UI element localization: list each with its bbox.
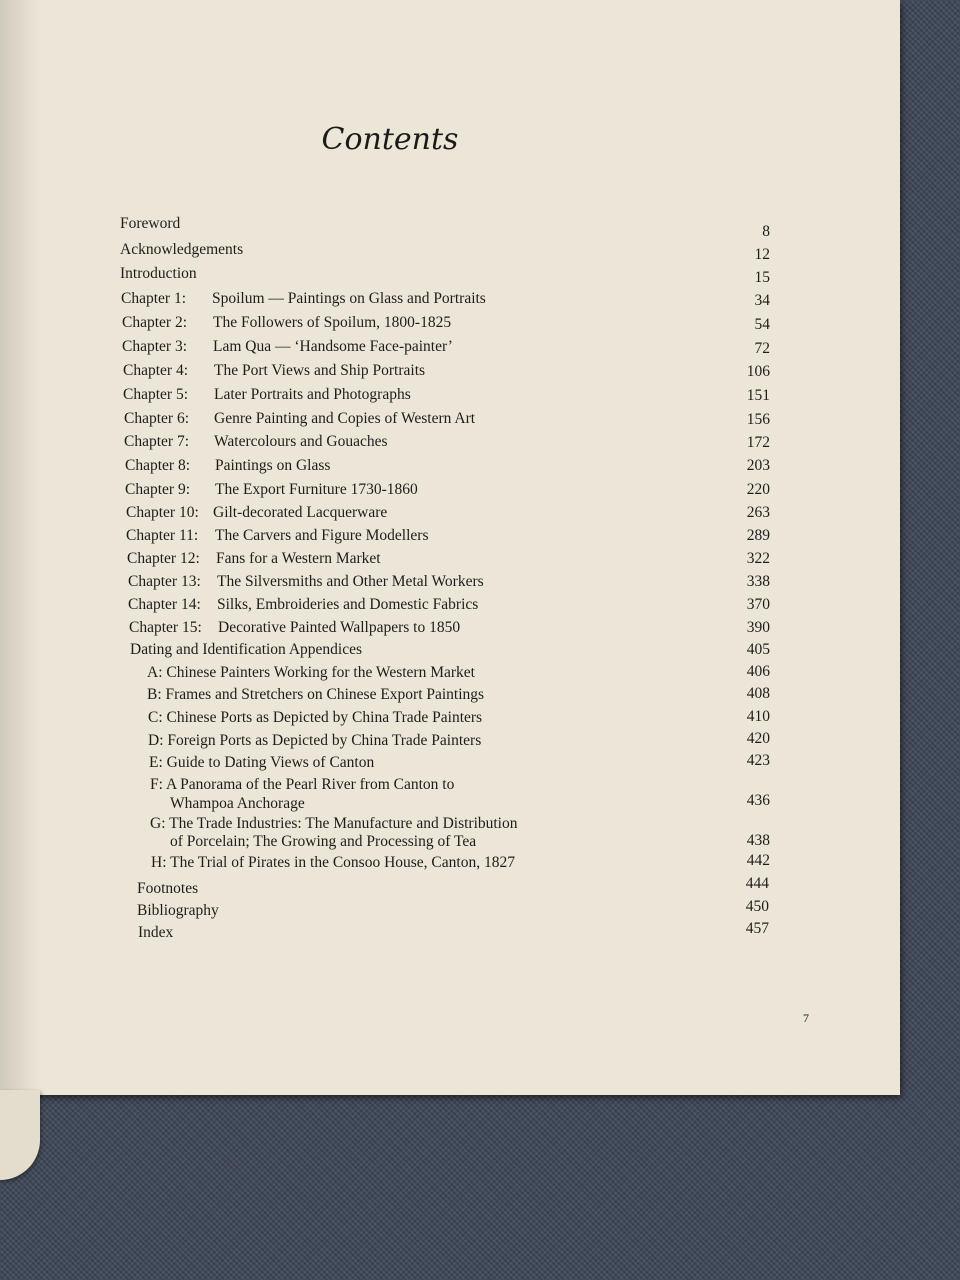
toc-entry-page: 106 xyxy=(746,363,770,380)
toc-entry-text: F: A Panorama of the Pearl River from Canton to xyxy=(150,776,455,793)
toc-entry-chapter-6 xyxy=(124,409,770,429)
toc-entry-text: Watercolours and Gouaches xyxy=(214,433,388,450)
page-title: Contents xyxy=(321,122,459,157)
toc-entry-text: The Carvers and Figure Modellers xyxy=(215,527,429,544)
toc-entry-chapter-12 xyxy=(127,549,770,569)
toc-entry-text: The Followers of Spoilum, 1800-1825 xyxy=(213,314,452,331)
toc-entry-text: Bibliography xyxy=(137,902,219,919)
toc-entry-page: 410 xyxy=(746,708,770,725)
toc-entry-appendix-c xyxy=(148,708,770,728)
toc-entry-text: Later Portraits and Photographs xyxy=(214,386,411,403)
toc-entry-chapter-5 xyxy=(123,385,770,405)
toc-entry-text: D: Foreign Ports as Depicted by China Trade Painters xyxy=(148,732,482,749)
toc-entry-text: Decorative Painted Wallpapers to 1850 xyxy=(218,619,461,636)
toc-entry-text: Genre Painting and Copies of Western Art xyxy=(214,410,476,427)
toc-entry-bibliography xyxy=(137,898,769,921)
toc-entry-label: Chapter 15: xyxy=(129,619,202,636)
toc-entry-page: 156 xyxy=(746,411,770,428)
toc-entry-appendix-b xyxy=(147,685,770,705)
toc-entry-chapter-3 xyxy=(122,337,770,357)
toc-entry-page: 15 xyxy=(754,269,770,286)
toc-entry-chapter-8 xyxy=(125,456,770,476)
toc-entry-page: 289 xyxy=(746,527,770,544)
toc-entry-label: Chapter 9: xyxy=(125,481,190,498)
toc-entry-label: Chapter 4: xyxy=(123,362,188,379)
toc-entry-text: B: Frames and Stretchers on Chinese Export Paintings xyxy=(147,686,485,703)
page-number: 7 xyxy=(803,1011,809,1025)
toc-entry-page: 72 xyxy=(754,340,770,357)
toc-entry-text-continued: Whampoa Anchorage xyxy=(170,795,305,812)
toc-entry-page: 8 xyxy=(762,223,770,240)
toc-entry-page: 423 xyxy=(746,752,770,769)
toc-entry-text: H: The Trial of Pirates in the Consoo House, Canton, 1827 xyxy=(151,854,515,871)
toc-entry-page: 457 xyxy=(745,920,769,937)
toc-entry-text: A: Chinese Painters Working for the Western Market xyxy=(147,664,475,681)
toc-entry-text: Acknowledgements xyxy=(120,241,244,258)
toc-entry-text: Introduction xyxy=(120,265,197,282)
toc-entry-text: The Port Views and Ship Portraits xyxy=(214,362,426,379)
toc-entry-chapter-14 xyxy=(128,595,770,615)
toc-entry-chapter-4 xyxy=(123,361,770,381)
toc-entry-appendix-d xyxy=(148,730,770,751)
toc-entry-appendices xyxy=(130,640,770,660)
toc-entry-page: 151 xyxy=(746,387,770,404)
page-edge xyxy=(0,1090,40,1180)
toc-entry-appendix-f xyxy=(150,775,770,817)
toc-entry-foreword xyxy=(120,214,770,240)
toc-entry-label: Chapter 2: xyxy=(122,314,187,331)
toc-entry-page: 438 xyxy=(746,832,770,849)
toc-entry-page: 322 xyxy=(746,550,770,567)
toc-entry-text: Gilt-decorated Lacquerware xyxy=(213,504,388,521)
toc-entry-text: The Export Furniture 1730-1860 xyxy=(215,481,418,498)
toc-entry-page: 220 xyxy=(746,481,770,498)
toc-entry-chapter-13 xyxy=(128,572,770,592)
toc-entry-page: 338 xyxy=(746,573,770,590)
toc-entry-chapter-10 xyxy=(126,503,770,523)
toc-entry-label: Chapter 11: xyxy=(126,527,199,544)
toc-entry-page: 390 xyxy=(746,619,770,636)
toc-entry-page: 406 xyxy=(746,663,770,680)
toc-entry-text: Lam Qua — ‘Handsome Face-painter’ xyxy=(213,338,453,355)
toc-entry-page: 54 xyxy=(754,316,770,333)
toc-entry-label: Chapter 10: xyxy=(126,504,199,521)
toc-entry-acknowledgements xyxy=(120,240,770,263)
toc-entry-index xyxy=(138,920,769,943)
toc-entry-chapter-7 xyxy=(124,432,770,452)
toc-entry-text: Paintings on Glass xyxy=(215,457,331,474)
toc-entry-introduction xyxy=(120,264,770,286)
toc-entry-appendix-h xyxy=(151,852,770,873)
toc-entry-label: Chapter 5: xyxy=(123,386,188,403)
toc-entry-text: Dating and Identification Appendices xyxy=(130,641,363,658)
toc-entry-label: Chapter 7: xyxy=(124,433,189,450)
toc-entry-page: 450 xyxy=(745,898,769,915)
toc-entry-label: Chapter 14: xyxy=(128,596,201,613)
toc-entry-chapter-1 xyxy=(121,289,770,309)
toc-entry-text: G: The Trade Industries: The Manufacture and Distribution xyxy=(150,815,518,832)
toc-entry-page: 370 xyxy=(746,596,770,613)
toc-entry-chapter-2 xyxy=(122,313,770,333)
toc-entry-text: The Silversmiths and Other Metal Workers xyxy=(217,573,484,590)
toc-entry-label: Chapter 3: xyxy=(122,338,187,355)
toc-entry-appendix-g xyxy=(150,814,770,856)
toc-entry-page: 12 xyxy=(754,246,770,263)
toc-entry-footnotes xyxy=(137,875,769,899)
toc-entry-page: 436 xyxy=(746,792,770,809)
toc-entry-text: Spoilum — Paintings on Glass and Portraits xyxy=(212,290,486,307)
toc-entry-appendix-e xyxy=(149,752,770,773)
toc-entry-chapter-11 xyxy=(126,526,770,546)
toc-entry-page: 263 xyxy=(746,504,770,521)
toc-entry-text: Silks, Embroideries and Domestic Fabrics xyxy=(217,596,479,613)
toc-entry-text: Footnotes xyxy=(137,880,199,897)
toc-entry-label: Chapter 12: xyxy=(127,550,200,567)
toc-entry-text: Foreword xyxy=(120,215,181,232)
toc-entry-chapter-9 xyxy=(125,480,770,500)
toc-entry-appendix-a xyxy=(147,663,770,683)
toc-entry-label: Chapter 13: xyxy=(128,573,201,590)
toc-entry-page: 172 xyxy=(746,434,770,451)
toc-entry-label: Chapter 8: xyxy=(125,457,190,474)
toc-entry-text: Fans for a Western Market xyxy=(216,550,381,567)
toc-entry-page: 444 xyxy=(745,875,769,892)
toc-entry-label: Chapter 1: xyxy=(121,290,186,307)
toc-entry-page: 203 xyxy=(746,457,770,474)
toc-entry-text: C: Chinese Ports as Depicted by China Trade Painters xyxy=(148,709,483,726)
toc-entry-page: 34 xyxy=(754,292,770,309)
toc-entry-text: E: Guide to Dating Views of Canton xyxy=(149,754,375,771)
toc-entry-page: 420 xyxy=(746,730,770,747)
toc-entry-page: 405 xyxy=(746,641,770,658)
toc-entry-chapter-15 xyxy=(129,618,770,638)
toc-entry-text-continued: of Porcelain; The Growing and Processing of Tea xyxy=(170,833,477,850)
toc-entry-text: Index xyxy=(138,924,174,941)
toc-entry-page: 408 xyxy=(746,685,770,702)
toc-entry-page: 442 xyxy=(746,852,770,869)
toc-entry-label: Chapter 6: xyxy=(124,410,189,427)
